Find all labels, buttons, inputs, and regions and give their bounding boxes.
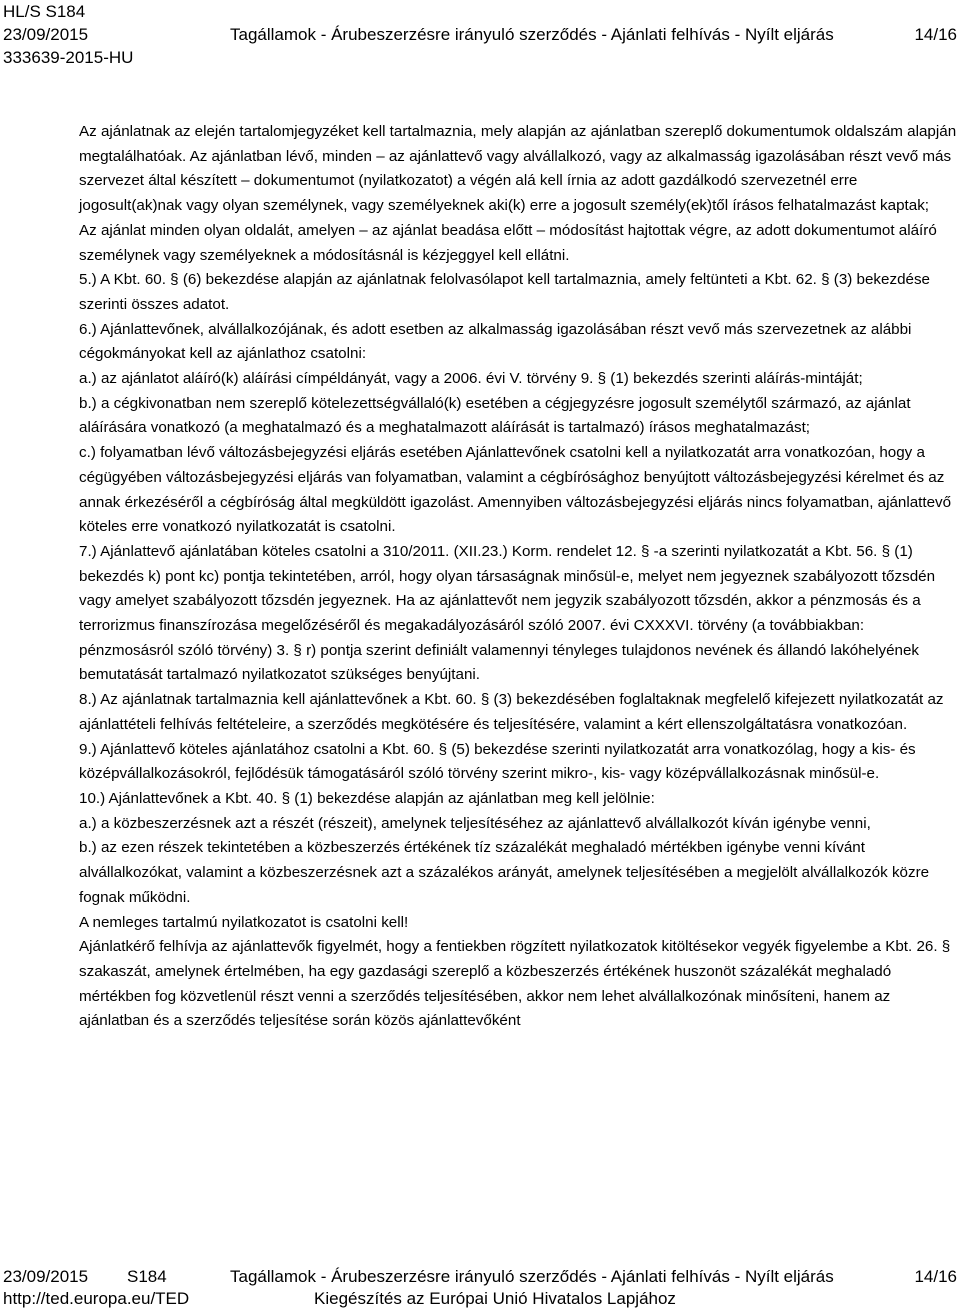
paragraph: 10.) Ajánlattevőnek a Kbt. 40. § (1) bekezdése alapján az ajánlatban meg kell jelölnie: [79,789,655,807]
footer-url[interactable]: http://ted.europa.eu/TED [3,1289,190,1308]
paragraph: 7.) Ajánlattevő ajánlatában köteles csatolni a 310/2011. (XII.23.) Korm. rendelet 12. § -a szerinti nyilatkozatát a Kbt. 56. § (1) bekezdés k) pont kc) pontja tekintetében, arról, hogy olyan társaságnak minősül-e, melyet nem jegyeznek szabályozott tőzsdén vagy amelyet szabályozott tőzsdén jegyeznek. Ha az ajánlattevőt nem jegyzik szabályozott tőzsdén, akkor a pénzmosás és a terrorizmus finanszírozása megelőzéséről és megakadályozásáról szóló 2007. évi CXXXVI. törvény (a továbbiakban: pénzmosásról szóló törvény) 3. § r) pontja szerint definiált valamennyi tényleges tulajdonos nevének és állandó lakóhelyének bemutatását tartalmazó nyilatkozatot szükséges benyújtani. [79,542,936,684]
paragraph: A nemleges tartalmú nyilatkozatot is csatolni kell! [79,913,409,931]
footer-title: Tagállamok - Árubeszerzésre irányuló szerződés - Ajánlati felhívás - Nyílt eljárás [230,1267,834,1286]
header-date: 23/09/2015 [3,25,89,44]
paragraph: a.) az ajánlatot aláíró(k) aláírási címpéldányát, vagy a 2006. évi V. törvény 9. § (1) bekezdés szerinti aláírás-mintáját; [79,370,863,388]
header-title: Tagállamok - Árubeszerzésre irányuló szerződés - Ajánlati felhívás - Nyílt eljárás [230,25,834,44]
paragraph: c.) folyamatban lévő változásbejegyzési eljárás esetében Ajánlattevőnek csatolni kell a nyilatkozatát arra vonatkozóan, hogy a cégügyében változásbejegyzési eljárás van folyamatban, valamint a cégbírósághoz benyújtott változásbejegyzési kérelmet és az annak érkezéséről a cégbíróság által megküldött igazolást. Amennyiben változásbejegyzési eljárás nincs folyamatban, ajánlattevő köteles erre vonatkozó nyilatkozatát is csatolni. [79,444,952,536]
paragraph: 9.) Ajánlattevő köteles ajánlatához csatolni a Kbt. 60. § (5) bekezdése szerinti nyilatkozatát arra vonatkozólag, hogy a kis- és középvállalkozásokról, fejlődésük támogatásáról szóló törvény szerint mikro-, kis- vagy középvállalkozásnak minősül-e. [79,740,916,783]
header-document-number: 333639-2015-HU [3,48,134,67]
page-footer [0,1266,960,1310]
page-header [0,0,960,69]
document-body [79,120,959,1034]
paragraph: b.) az ezen részek tekintetében a közbeszerzés értékének tíz százalékát meghaladó mértékben igénybe venni kívánt alvállalkozókat, valamint a közbeszerzésnek azt a százalékos arányát, amelynek teljesítésében a megjelölt alvállalkozók közre fognak működni. [79,839,930,906]
header-page-number: 14/16 [914,25,957,44]
footer-date: 23/09/2015 [3,1267,89,1286]
paragraph: a.) a közbeszerzésnek azt a részét (részeit), amelynek teljesítéséhez az ajánlattevő alvállalkozót kíván igénybe venni, [79,814,871,832]
paragraph: b.) a cégkivonatban nem szereplő kötelezettségvállaló(k) esetében a cégjegyzésre jogosult személytől származó, az ajánlat aláírására vonatkozó (a meghatalmazó és a meghatalmazott aláírását is tartalmazó) írásos meghatalmazást; [79,394,911,437]
footer-page-number: 14/16 [914,1267,957,1286]
paragraph: Az ajánlatnak az elején tartalomjegyzéket kell tartalmaznia, mely alapján az ajánlatban szereplő dokumentumok oldalszám alapján megtalálhatóak. Az ajánlatban lévő, minden – az ajánlattevő vagy alvállalkozó, vagy az alkalmasság igazolásában részt vevő más szervezet által készített – dokumentumot (nyilatkozatot) a végén alá kell írnia az adott gazdálkodó szervezetnél erre jogosult(ak)nak vagy olyan személynek, vagy személyeknek aki(k) erre a jogosult személy(ek)től írásos felhatalmazást kaptak; [79,123,957,215]
paragraph: 8.) Az ajánlatnak tartalmaznia kell ajánlattevőnek a Kbt. 60. § (3) bekezdésében foglaltaknak megfelelő kifejezett nyilatkozatát az ajánlattételi felhívás feltételeire, a szerződés megkötésére és teljesítésére, valamint a kért ellenszolgáltatásra vonatkozóan. [79,691,944,733]
footer-series: S184 [127,1267,167,1286]
footer-publisher: Kiegészítés az Európai Unió Hivatalos Lapjához [314,1289,676,1308]
paragraph: 6.) Ajánlattevőnek, alvállalkozójának, és adott esetben az alkalmasság igazolásában részt vevő más szervezetnek az alábbi cégokmányokat kell az ajánlathoz csatolni: [79,320,912,363]
paragraph: Ajánlatkérő felhívja az ajánlattevők figyelmét, hogy a fentiekben rögzített nyilatkozatok kitöltésekor vegyék figyelembe a Kbt. 26. § szakaszát, amelynek értelmében, ha egy gazdasági szereplő a közbeszerzés értékének huszonöt százalékát meghaladó mértékben fog közvetlenül részt venni a szerződés teljesítésében, akkor nem lehet alvállalkozónak minősíteni, hanem az ajánlatban és a szerződés teljesítése során közös ajánlattevőként [79,938,951,1030]
header-series: HL/S S184 [3,2,86,21]
paragraph: 5.) A Kbt. 60. § (6) bekezdése alapján az ajánlatnak felolvasólapot kell tartalmaznia, amely feltünteti a Kbt. 62. § (3) bekezdése szerinti összes adatot. [79,271,931,313]
paragraph: Az ajánlat minden olyan oldalát, amelyen – az ajánlat beadása előtt – módosítást hajtottak végre, az adott dokumentumot aláíró személynek vagy személyeknek a módosításnál is kézjeggyel kell ellátni. [79,221,937,264]
